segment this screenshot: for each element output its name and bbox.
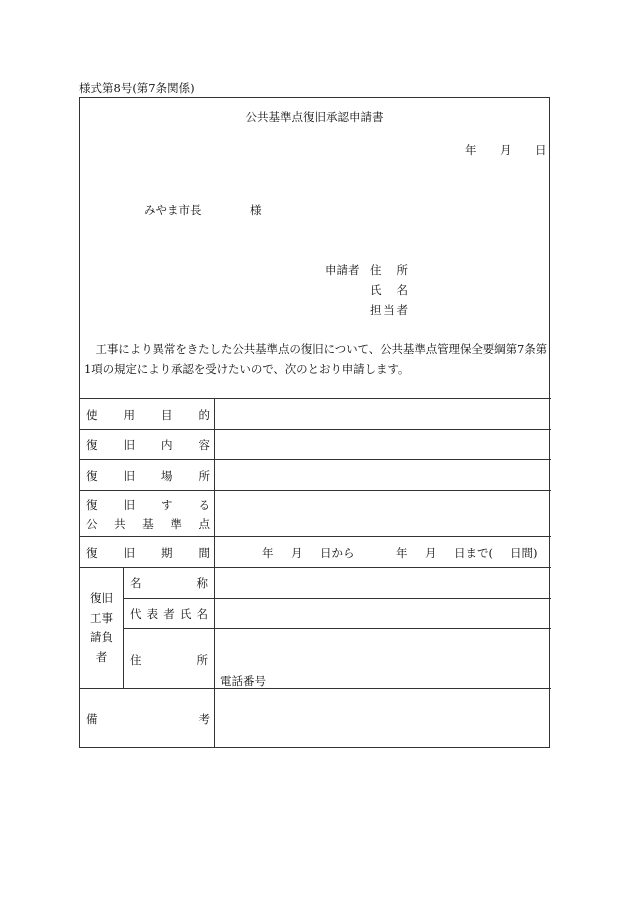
application-form [79,97,550,748]
period-from-day: 日から [320,546,355,560]
applicant-label: 申請者 [325,263,360,277]
row-period-label: 復 旧 期 間 [86,546,210,560]
addressee-name: みやま市長 [144,203,202,217]
applicant-address-label: 住 所 [370,263,408,277]
application-statement: 工事により異常をきたした公共基準点の復旧について、公共基準点管理保全要綱第7条第1項の規定により承認を受けたいので、次のとおり申請します。 [84,342,547,376]
period-to-year: 年 [396,546,408,560]
row-points-label-line1: 復 旧 す る [86,498,210,512]
addressee-honorific: 様 [250,203,262,217]
row-points-label-line2: 公 共 基 準 点 [86,517,210,531]
contractor-tel-label: 電話番号 [220,674,266,688]
period-to-month: 月 [425,546,437,560]
contractor-label: 復旧 工事 請負 者 [90,591,113,664]
form-number: 様式第8号(第7条関係) [79,81,195,95]
row-content-label: 復 旧 内 容 [86,438,210,452]
period-days: 日間) [510,546,538,560]
form-title: 公共基準点復旧承認申請書 [245,110,384,124]
contractor-representative-label: 代 表 者 氏 名 [130,607,208,621]
applicant-contact-label: 担 当 者 [370,303,408,317]
date-year: 年 [465,143,477,157]
date-month: 月 [500,143,512,157]
remarks-label: 備 考 [86,712,210,726]
date-day: 日 [535,143,547,157]
row-purpose-label: 使 用 目 的 [86,408,210,422]
contractor-address-label: 住 所 [130,653,208,667]
contractor-name-label: 名 称 [130,576,208,590]
row-place-label: 復 旧 場 所 [86,469,210,483]
period-from-month: 月 [291,546,303,560]
period-to-day: 日まで( [454,546,493,560]
period-from-year: 年 [262,546,274,560]
applicant-name-label: 氏 名 [370,283,408,297]
